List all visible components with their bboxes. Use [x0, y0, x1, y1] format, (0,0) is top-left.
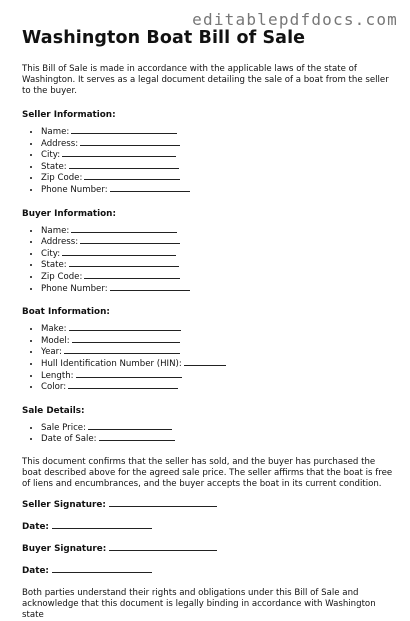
boat-hin-blank[interactable]: [184, 358, 226, 366]
field-label: Year:: [41, 347, 62, 358]
field-label: Model:: [41, 335, 70, 346]
seller-zip-blank[interactable]: [84, 172, 180, 180]
boat-length-blank[interactable]: [76, 370, 182, 378]
buyer-zip-blank[interactable]: [84, 271, 180, 279]
seller-city-blank[interactable]: [62, 149, 176, 157]
sale-price-item: [41, 422, 394, 434]
boat-hin-item: [41, 358, 394, 370]
field-label: Name:: [41, 127, 70, 137]
seller-date-blank[interactable]: [52, 521, 152, 529]
buyer-name-blank[interactable]: [71, 225, 177, 233]
boat-make-item: [41, 323, 394, 335]
boat-year-blank[interactable]: [64, 346, 180, 354]
seller-phone-item: [41, 184, 394, 196]
seller-address-blank[interactable]: [80, 138, 180, 146]
field-label: City:: [41, 150, 61, 161]
confirmation-paragraph: This document confirms that the seller has sold, and the buyer has purchased the boat described above for the agreed sale price. The seller affirms that the boat is free of liens and encumbrances, and the buyer accepts the boat in its current condition.: [22, 456, 393, 489]
field-label: City:: [41, 248, 61, 259]
boat-model-blank[interactable]: [72, 335, 180, 343]
site-watermark: editablepdfdocs.com: [192, 10, 398, 29]
field-label: State:: [41, 161, 67, 172]
field-label: Date of Sale:: [41, 434, 97, 445]
seller-field-list: [22, 126, 394, 196]
sale-section-heading: Sale Details:: [22, 405, 85, 416]
buyer-section-heading: Buyer Information:: [22, 208, 116, 219]
boat-color-item: [41, 381, 394, 393]
field-label: Sale Price:: [41, 422, 86, 433]
buyer-address-item: [41, 236, 394, 248]
seller-phone-blank[interactable]: [110, 184, 190, 192]
seller-state-blank[interactable]: [69, 161, 179, 169]
field-label: Phone Number:: [41, 283, 108, 294]
boat-model-item: [41, 335, 394, 347]
buyer-address-blank[interactable]: [80, 236, 180, 244]
document-page: [22, 28, 394, 621]
seller-signature-blank[interactable]: [109, 499, 217, 507]
buyer-name-item: [41, 225, 394, 237]
buyer-signature-line: [22, 543, 394, 554]
field-label: Make:: [41, 324, 67, 335]
field-label: Length:: [41, 370, 74, 381]
buyer-phone-blank[interactable]: [110, 283, 190, 291]
seller-section-heading: Seller Information:: [22, 110, 116, 120]
boat-section-heading: Boat Information:: [22, 307, 110, 318]
seller-signature-label: Seller Signature:: [22, 499, 106, 510]
sale-date-blank[interactable]: [99, 433, 175, 441]
boat-color-blank[interactable]: [68, 381, 178, 389]
field-label: Hull Identification Number (HIN):: [41, 358, 182, 369]
sale-field-list: [22, 422, 394, 445]
field-label: Color:: [41, 382, 67, 393]
buyer-city-item: [41, 248, 394, 260]
boat-make-blank[interactable]: [69, 323, 181, 331]
buyer-phone-item: [41, 283, 394, 295]
buyer-state-blank[interactable]: [69, 259, 179, 267]
buyer-zip-item: [41, 271, 394, 283]
buyer-city-blank[interactable]: [62, 248, 176, 256]
seller-name-item: [41, 126, 394, 138]
document-title: Washington Boat Bill of Sale: [22, 28, 306, 48]
intro-paragraph: This Bill of Sale is made in accordance with the applicable laws of the state of Washington. It serves as a legal document detailing the sale of a boat from the seller to the buyer.: [22, 64, 389, 96]
boat-field-list: [22, 323, 394, 393]
buyer-date-line: [22, 565, 394, 576]
closing-paragraph: Both parties understand their rights and obligations under this Bill of Sale and acknowledge that this document is legally binding in accordance with Washington state: [22, 587, 376, 620]
seller-name-blank[interactable]: [71, 126, 177, 134]
sale-price-blank[interactable]: [88, 422, 172, 430]
buyer-signature-label: Buyer Signature:: [22, 543, 107, 554]
field-label: Phone Number:: [41, 184, 108, 195]
buyer-date-label: Date:: [22, 565, 49, 576]
seller-signature-line: [22, 499, 394, 510]
seller-date-label: Date:: [22, 521, 49, 532]
field-label: Name:: [41, 225, 70, 236]
seller-state-item: [41, 161, 394, 173]
field-label: Address:: [41, 138, 79, 149]
buyer-date-blank[interactable]: [52, 565, 152, 573]
seller-zip-item: [41, 172, 394, 184]
seller-address-item: [41, 138, 394, 150]
field-label: State:: [41, 260, 67, 271]
buyer-field-list: [22, 225, 394, 295]
field-label: Zip Code:: [41, 173, 83, 184]
boat-length-item: [41, 370, 394, 382]
sale-date-item: [41, 433, 394, 445]
field-label: Address:: [41, 237, 79, 248]
buyer-signature-blank[interactable]: [109, 543, 217, 551]
field-label: Zip Code:: [41, 271, 83, 282]
boat-year-item: [41, 346, 394, 358]
buyer-state-item: [41, 259, 394, 271]
seller-city-item: [41, 149, 394, 161]
seller-date-line: [22, 521, 394, 532]
